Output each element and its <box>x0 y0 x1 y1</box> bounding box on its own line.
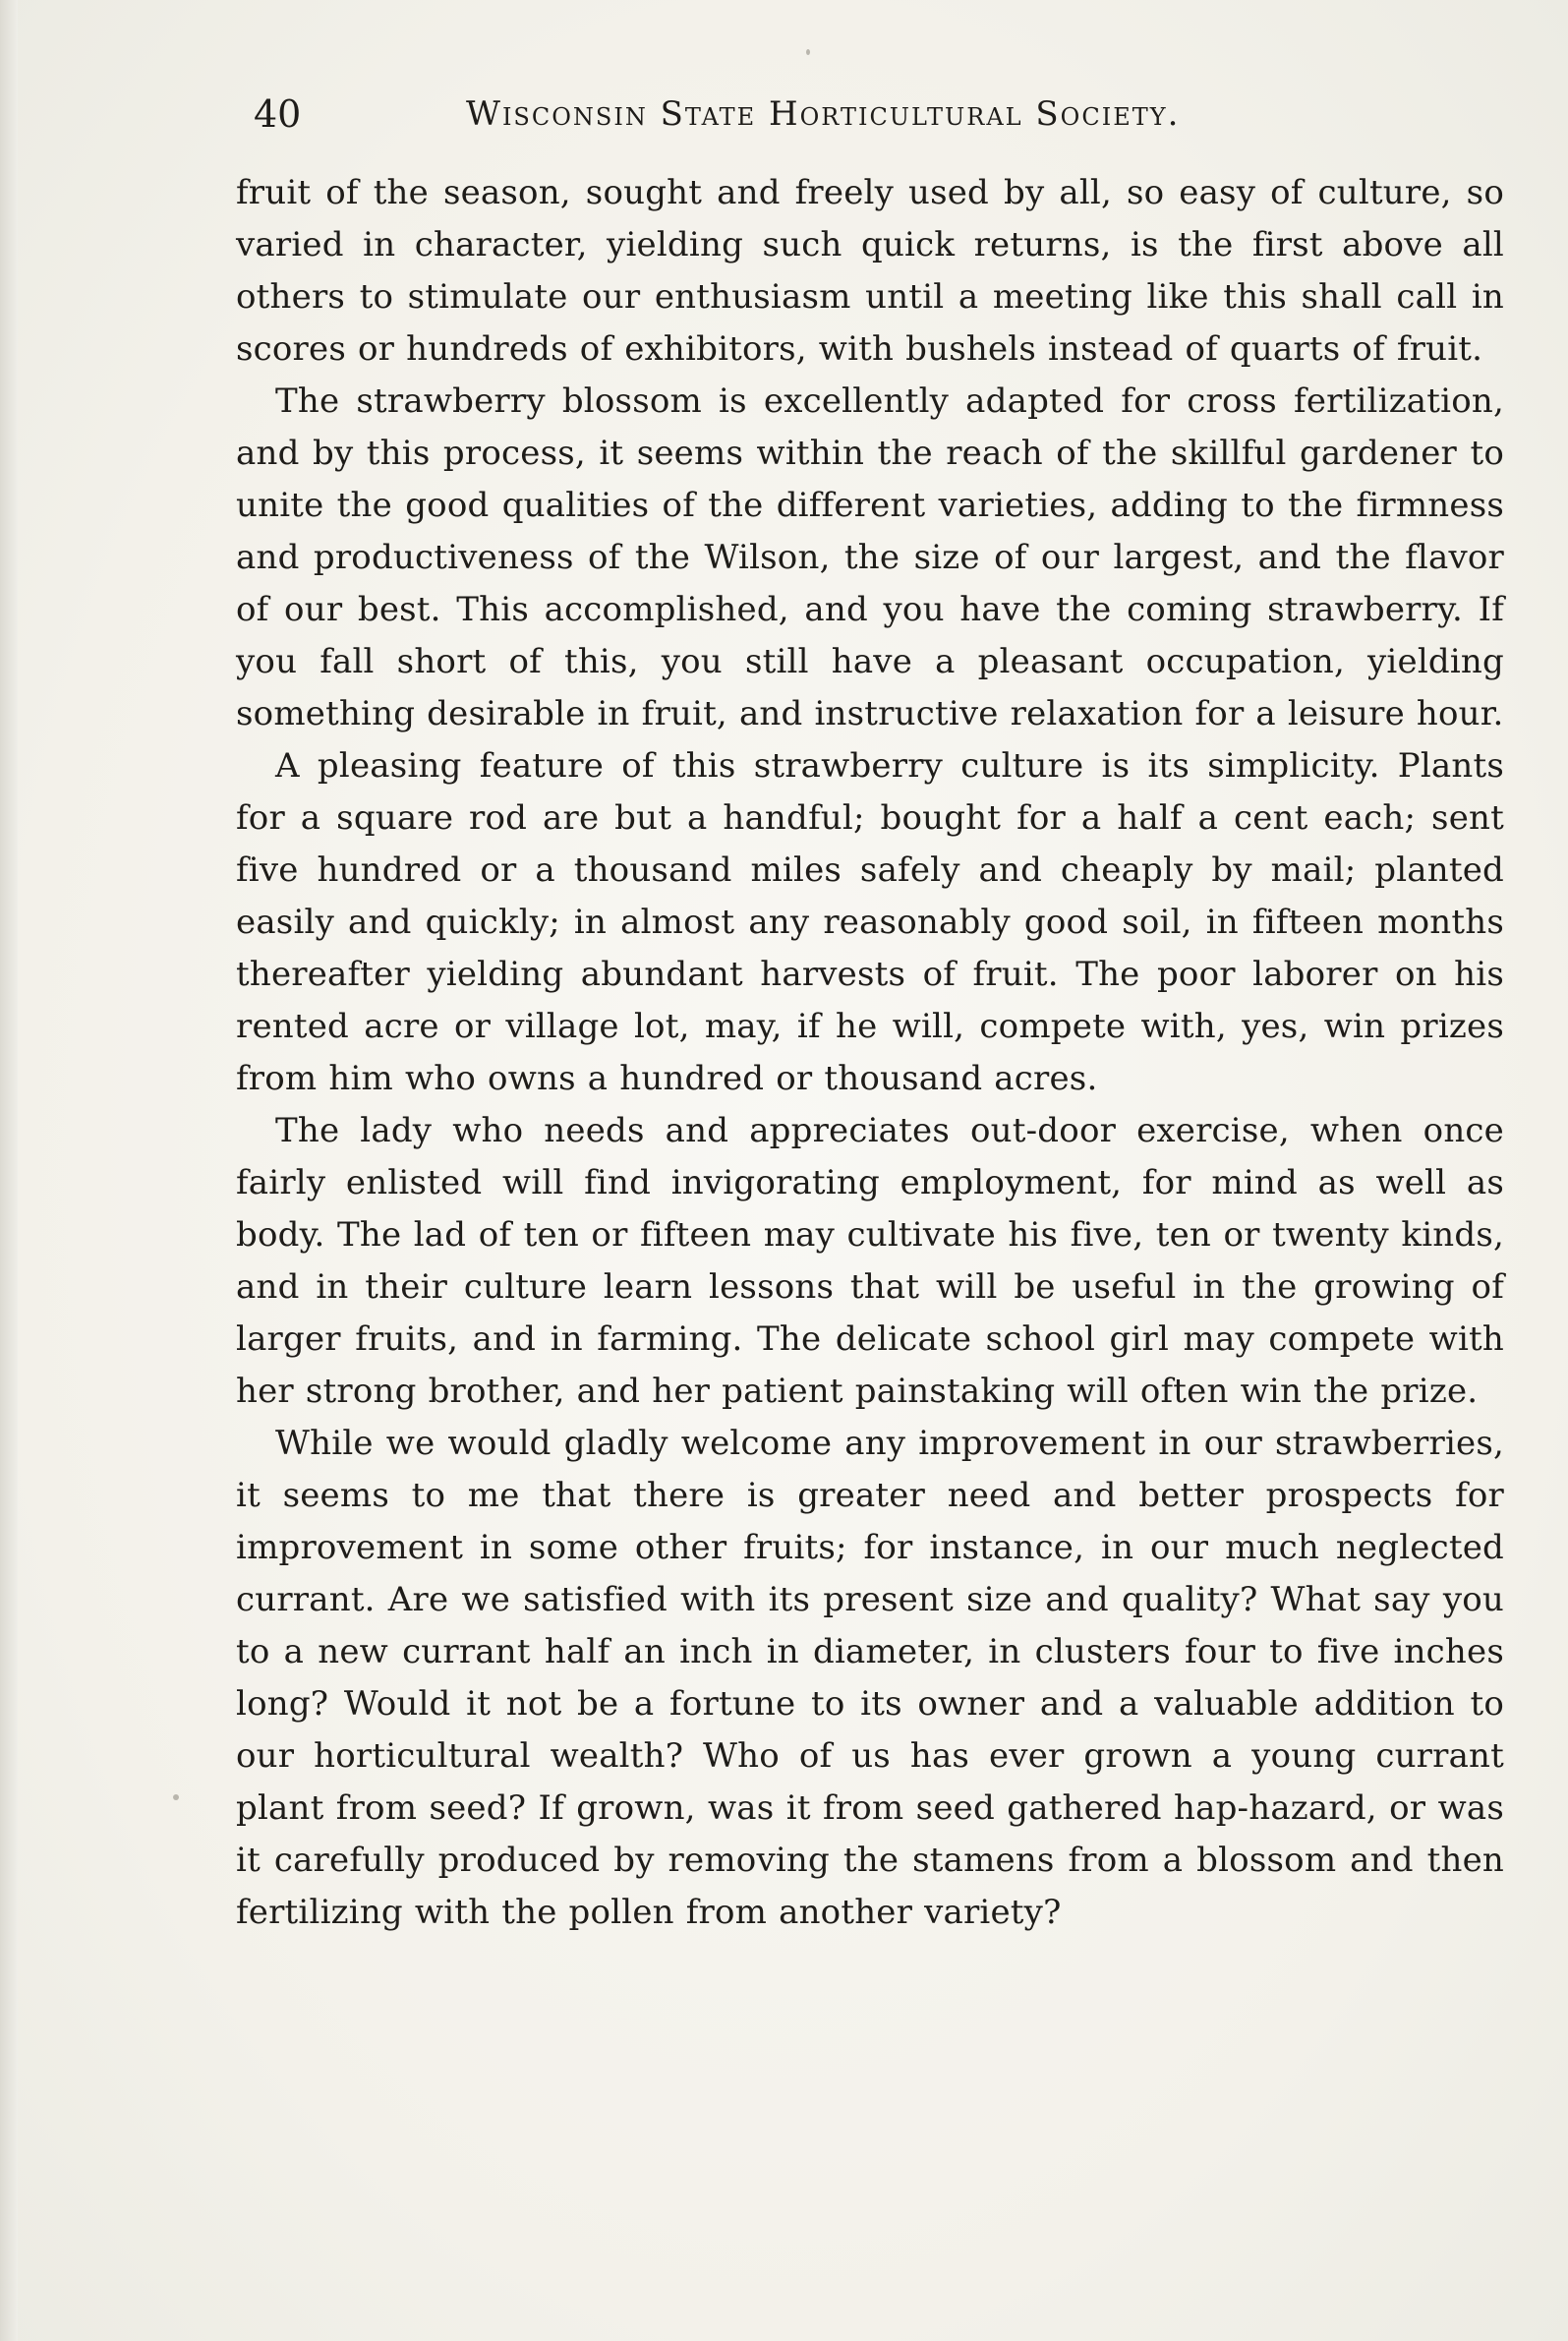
running-head <box>254 90 1504 146</box>
book-page <box>236 90 1504 2293</box>
body-text <box>236 167 1504 1939</box>
paper-speck <box>806 49 810 55</box>
paragraph-2: The strawberry blossom is excellently adapted for cross fertilization, and by this process, it seems within the reach of the skillful gardener to unite the good qualities of the different varieties, adding to the firmness and productiveness of the Wilson, the size of our largest, and the flavor of our best. This accomplished, and you have the coming strawberry. If you fall short of this, you still have a pleasant occupation, yielding something desirable in fruit, and instructive relaxation for a leisure hour. <box>236 381 1504 733</box>
paragraph-3: A pleasing feature of this strawberry culture is its simplicity. Plants for a square rod are but a handful; bought for a half a cent each; sent five hundred or a thousand miles safely and cheaply by mail; planted easily and quickly; in almost any reasonably good soil, in fifteen months thereafter yielding abundant harvests of fruit. The poor laborer on his rented acre or village lot, may, if he will, compete with, yes, win prizes from him who owns a hundred or thousand acres. <box>236 746 1504 1098</box>
paragraph-5: While we would gladly welcome any improvement in our strawberries, it seems to me that there is greater need and better prospects for improvement in some other fruits; for instance, in our much neglected currant. Are we satisfied with its present size and quality? What say you to a new currant half an inch in diameter, in clusters four to five inches long? Would it not be a fortune to its owner and a valuable addition to our horticultural wealth? Who of us has ever grown a young currant plant from seed? If grown, was it from seed gathered hap-hazard, or was it carefully produced by removing the stamens from a blossom and then fertilizing with the pollen from another variety? <box>236 1424 1504 1932</box>
binding-edge <box>0 0 18 2341</box>
paper-speck <box>173 1794 179 1800</box>
running-title: Wisconsin State Horticultural Society. <box>466 94 1181 134</box>
page-number: 40 <box>254 92 302 136</box>
paragraph-4: The lady who needs and appreciates out-door exercise, when once fairly enlisted will find invigorating employment, for mind as well as body. The lad of ten or fifteen may cultivate his five, ten or twenty kinds, and in their culture learn lessons that will be useful in the growing of larger fruits, and in farming. The delicate school girl may compete with her strong brother, and her patient painstaking will often win the prize. <box>236 1111 1504 1411</box>
paragraph-1: fruit of the season, sought and freely used by all, so easy of culture, so varied in character, yielding such quick returns, is the first above all others to stimulate our enthusiasm until a meeting like this shall call in scores or hundreds of exhibitors, with bushels instead of quarts of fruit. <box>236 173 1504 369</box>
